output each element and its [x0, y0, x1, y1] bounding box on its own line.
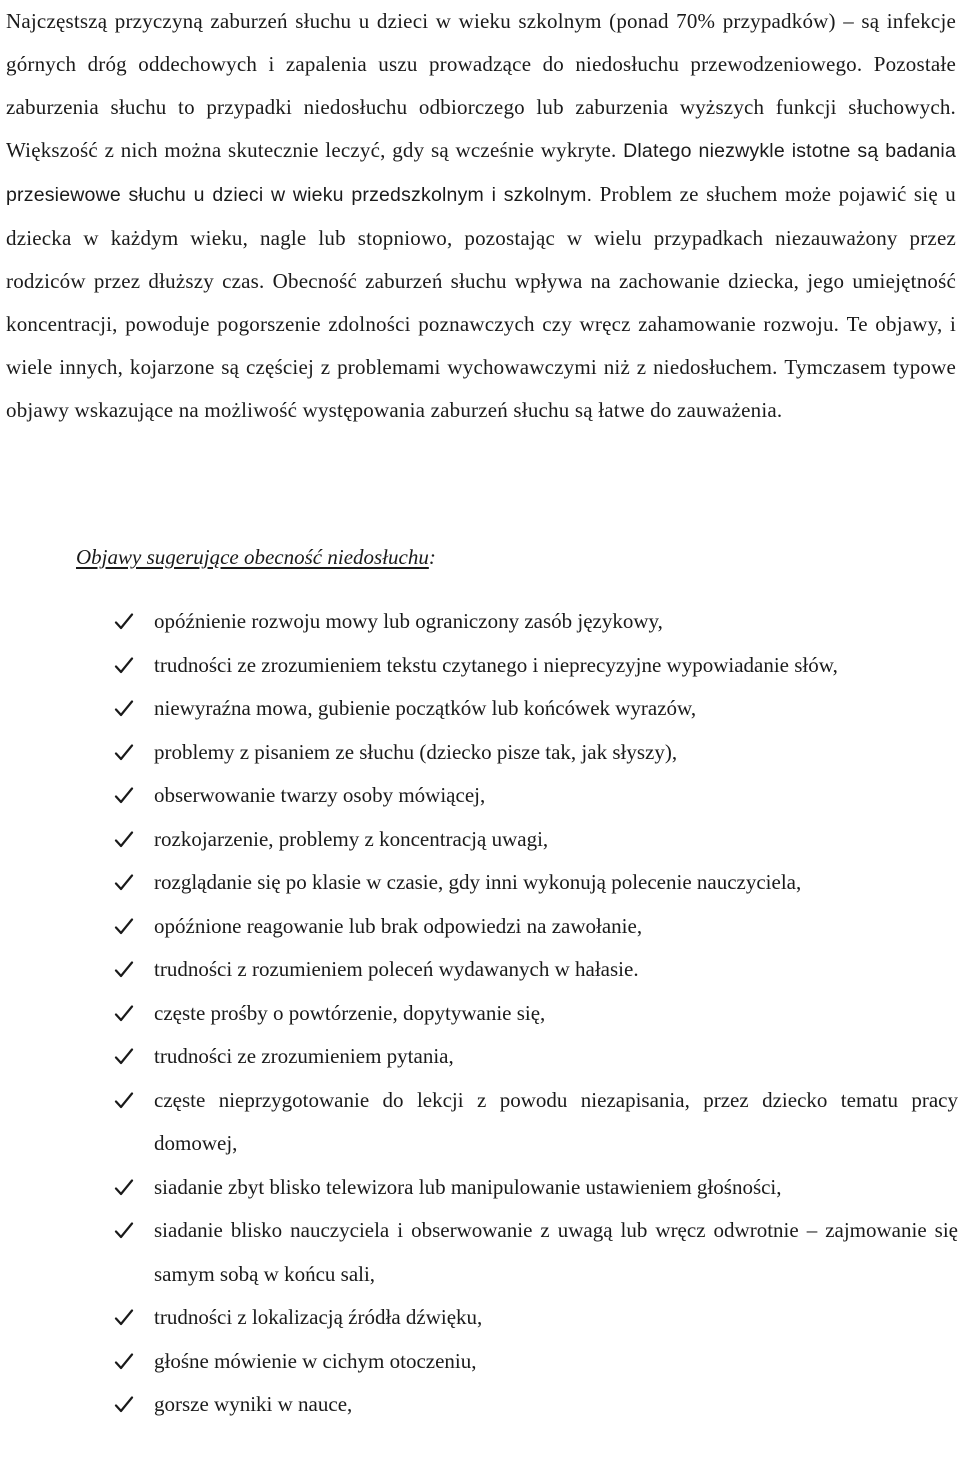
intro-sentence-4: Dlatego niezwykle istotne są badania przesiewowe słuchu u dzieci w wieku przedszkolnym i szkolnym.	[6, 140, 956, 206]
list-item	[114, 731, 958, 775]
list-item-text: siadanie blisko nauczyciela i obserwowanie z uwagą lub wręcz odwrotnie – zajmowanie się samym sobą w końcu sali,	[154, 1218, 958, 1286]
check-mark-icon	[114, 774, 138, 817]
check-mark-icon	[114, 600, 138, 643]
intro-sentence-5: Problem ze słuchem może pojawić się u dziecka w każdym wieku, nagle lub stopniowo, pozostając w wielu przypadkach niezauważony przez rodziców przez dłuższy czas.	[6, 182, 956, 293]
list-item	[114, 992, 958, 1036]
list-item-text: trudności ze zrozumieniem pytania,	[154, 1044, 454, 1068]
list-item	[114, 1340, 958, 1384]
symptoms-heading-colon: :	[428, 545, 436, 569]
check-mark-icon	[114, 644, 138, 687]
intro-sentence-2: Pozostałe zaburzenia słuchu to przypadki niedosłuchu odbiorczego lub zaburzenia wyższych funkcji słuchowych.	[6, 52, 956, 119]
check-mark-icon	[114, 687, 138, 730]
list-item	[114, 1166, 958, 1210]
list-item-text: częste prośby o powtórzenie, dopytywanie się,	[154, 1000, 546, 1025]
list-item-text: niewyraźna mowa, gubienie początków lub końcówek wyrazów,	[154, 696, 697, 720]
list-item	[114, 1383, 958, 1427]
intro-sentence-3: Większość z nich można skutecznie leczyć, gdy są wcześnie wykryte.	[6, 138, 617, 162]
check-mark-icon	[114, 1383, 138, 1426]
check-mark-icon	[114, 992, 138, 1035]
check-mark-icon	[114, 861, 138, 904]
intro-sentence-1: Najczęstszą przyczyną zaburzeń słuchu u dzieci w wieku szkolnym (ponad 70% przypadków) – są infekcje górnych dróg oddechowych i zapalenia uszu prowadzące do niedosłuchu przewodzeniowego.	[6, 9, 956, 76]
list-item	[114, 905, 958, 949]
list-item-text: obserwowanie twarzy osoby mówiącej,	[154, 783, 486, 807]
check-mark-icon	[114, 1079, 138, 1122]
list-item	[114, 687, 958, 731]
check-mark-icon	[114, 948, 138, 991]
check-mark-icon	[114, 1340, 138, 1383]
check-mark-icon	[114, 1296, 138, 1339]
list-item-text: trudności ze zrozumieniem tekstu czytanego i nieprecyzyjne wypowiadanie słów,	[154, 652, 838, 677]
intro-sentence-7: Te objawy, i wiele innych, kojarzone są częściej z problemami wychowawczymi niż z niedosłuchem.	[6, 312, 957, 379]
list-item	[114, 948, 958, 992]
list-item-text: rozglądanie się po klasie w czasie, gdy inni wykonują polecenie nauczyciela,	[154, 870, 802, 894]
list-item	[114, 1079, 958, 1166]
list-item	[114, 818, 958, 862]
list-item-text: trudności z lokalizacją źródła dźwięku,	[154, 1305, 483, 1329]
list-item-text: opóźnione reagowanie lub brak odpowiedzi na zawołanie,	[154, 913, 643, 938]
check-mark-icon	[114, 905, 138, 948]
check-mark-icon	[114, 1035, 138, 1078]
list-item	[114, 1035, 958, 1079]
check-mark-icon	[114, 731, 138, 774]
list-item	[114, 1296, 958, 1340]
check-mark-icon	[114, 1166, 138, 1209]
intro-sentence-6: Obecność zaburzeń słuchu wpływa na zachowanie dziecka, jego umiejętność koncentracji, powoduje pogorszenie zdolności poznawczych czy wręcz zahamowanie rozwoju.	[6, 269, 957, 336]
symptoms-heading	[76, 539, 436, 575]
list-item-text: gorsze wyniki w nauce,	[154, 1392, 353, 1416]
list-item	[114, 861, 958, 905]
list-item-text: głośne mówienie w cichym otoczeniu,	[154, 1348, 477, 1373]
check-mark-icon	[114, 1209, 138, 1252]
list-item	[114, 774, 958, 818]
list-item	[114, 1209, 958, 1296]
list-item	[114, 600, 958, 644]
list-item-text: problemy z pisaniem ze słuchu (dziecko pisze tak, jak słyszy),	[154, 739, 678, 764]
symptoms-list	[114, 600, 958, 1427]
intro-paragraph	[6, 0, 956, 432]
symptoms-heading-text: Objawy sugerujące obecność niedosłuchu	[76, 545, 429, 569]
list-item	[114, 644, 958, 688]
list-item-text: rozkojarzenie, problemy z koncentracją uwagi,	[154, 826, 549, 851]
list-item-text: opóźnienie rozwoju mowy lub ograniczony zasób językowy,	[154, 609, 663, 633]
list-item-text: częste nieprzygotowanie do lekcji z powodu niezapisania, przez dziecko tematu pracy domowej,	[154, 1087, 958, 1155]
list-item-text: siadanie zbyt blisko telewizora lub manipulowanie ustawieniem głośności,	[154, 1174, 782, 1199]
check-mark-icon	[114, 818, 138, 861]
intro-sentence-8: Tymczasem typowe objawy wskazujące na możliwość występowania zaburzeń słuchu są łatwe do zauważenia.	[6, 355, 956, 422]
list-item-text: trudności z rozumieniem poleceń wydawanych w hałasie.	[154, 957, 639, 981]
